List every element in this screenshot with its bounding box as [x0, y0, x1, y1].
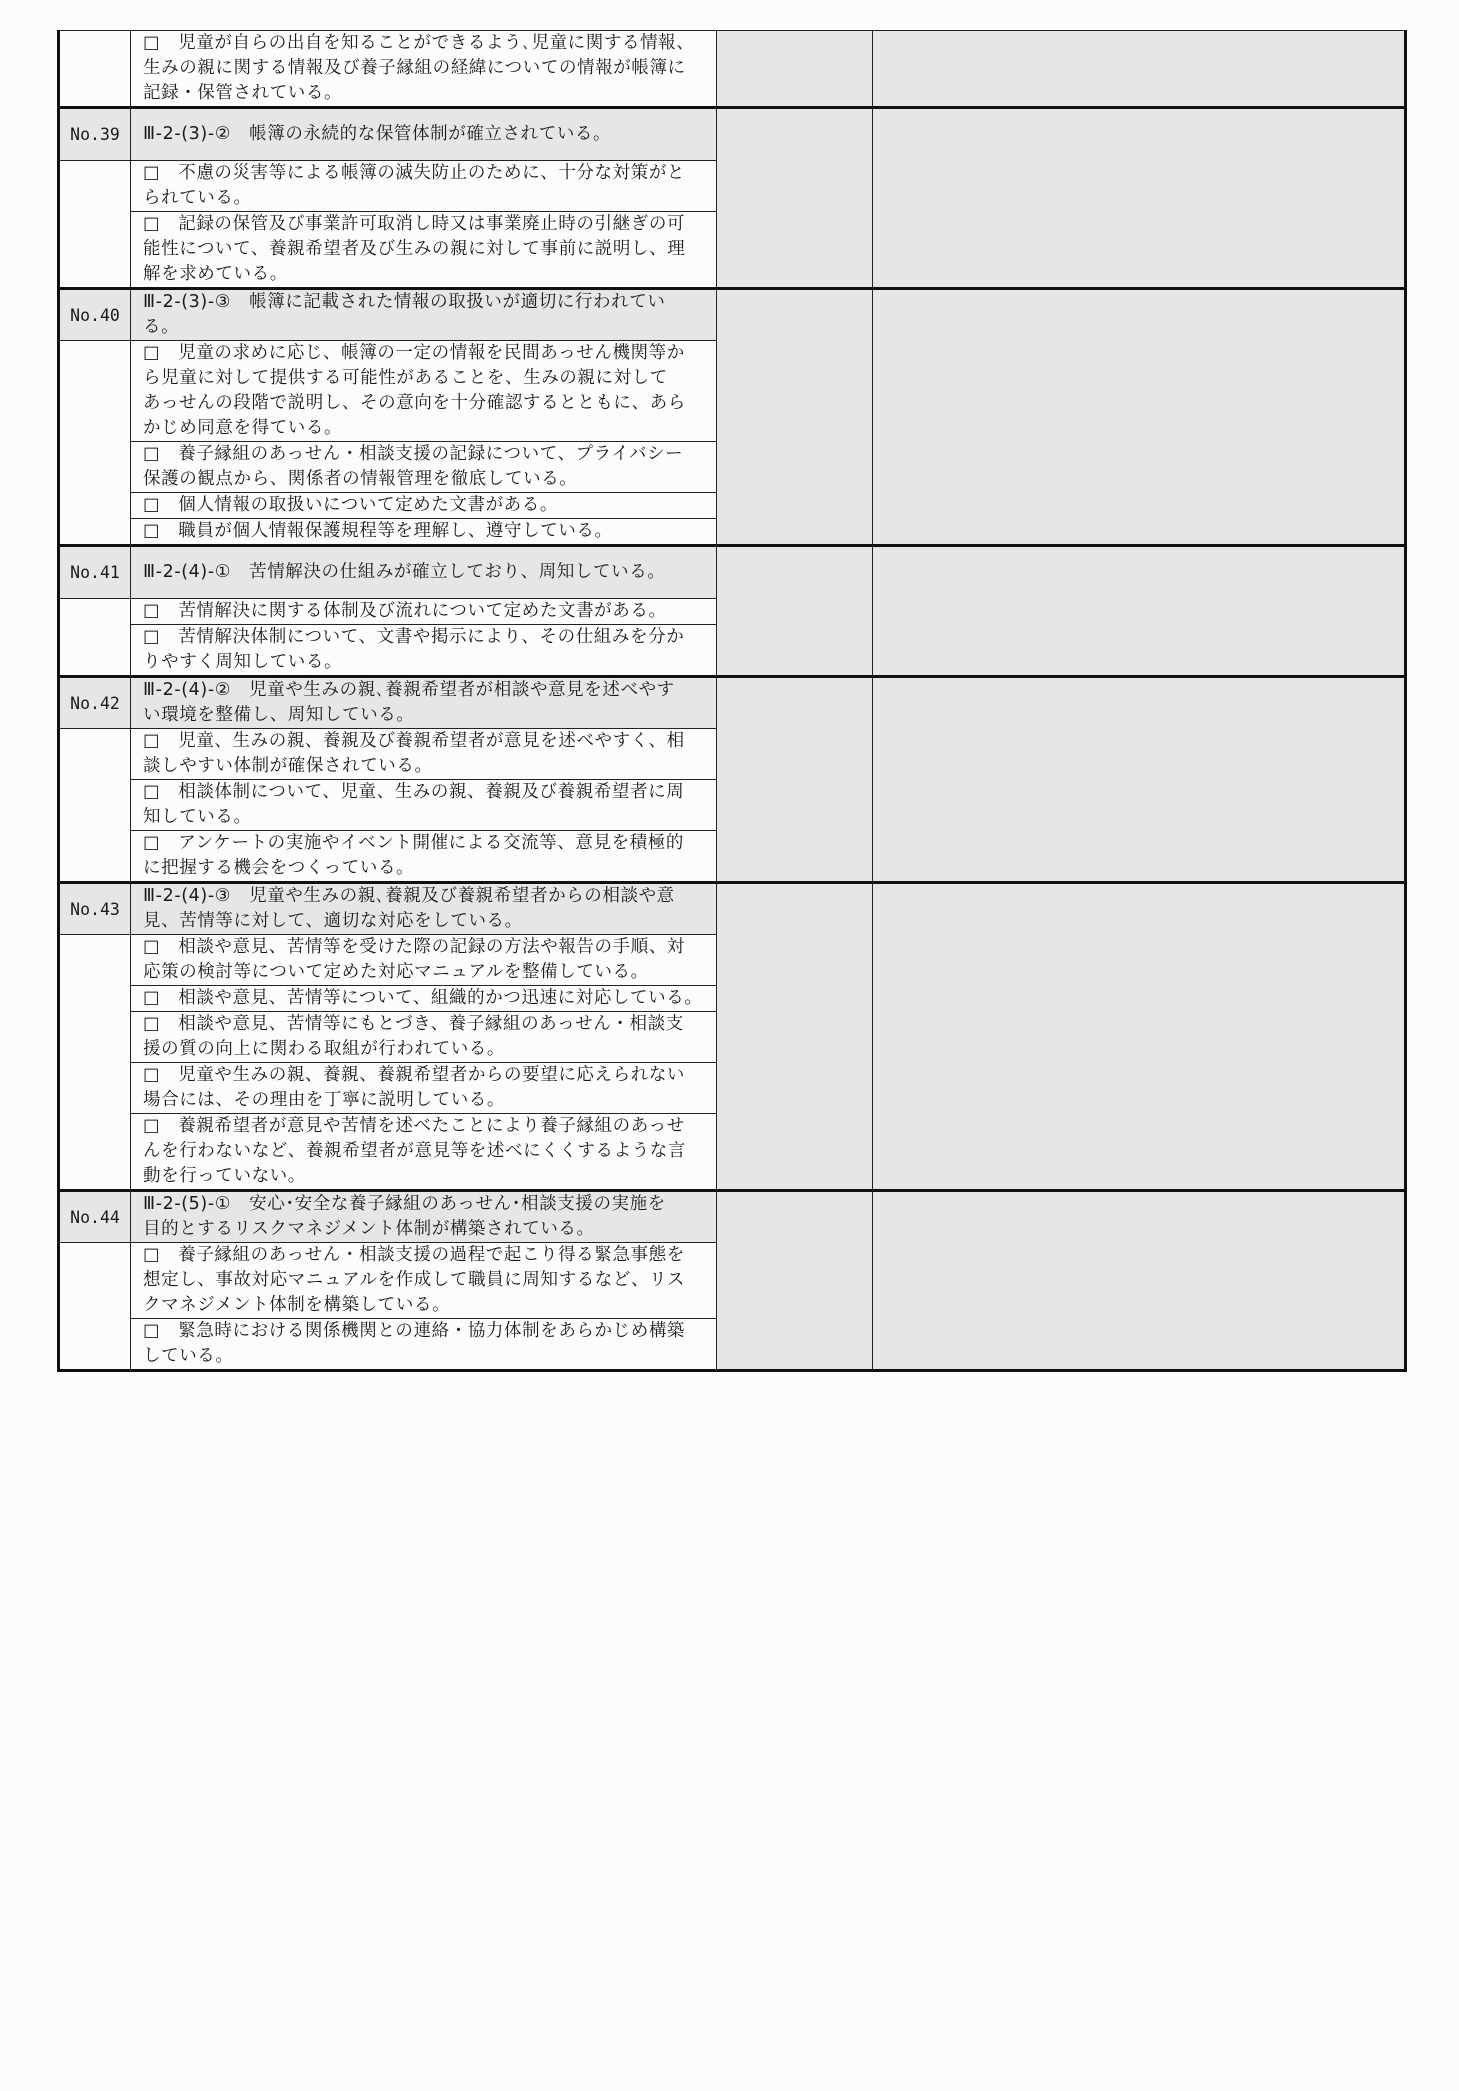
- checklist-item[interactable]: [131, 341, 717, 442]
- number-blank-cell: [59, 1243, 131, 1371]
- text-line: □ 緊急時における関係機関との連絡・協力体制をあらかじめ構築: [143, 1321, 686, 1341]
- checklist-item[interactable]: [131, 1012, 717, 1063]
- number-blank-cell: [59, 341, 131, 546]
- checklist-item[interactable]: [131, 831, 717, 883]
- text-line: ら児童に対して提供する可能性があることを、生みの親に対して: [143, 368, 668, 388]
- text-line: □ 児童や生みの親、養親、養親希望者からの要望に応えられない: [143, 1065, 686, 1085]
- checklist-item[interactable]: [131, 599, 717, 625]
- number-blank-cell: [59, 599, 131, 677]
- text-line: □ 養親希望者が意見や苦情を述べたことにより養子縁組のあっせ: [143, 1116, 685, 1136]
- comment-cell[interactable]: [873, 289, 1406, 546]
- evaluation-checklist-table: [57, 30, 1407, 1372]
- text-line: 応策の検討等について定めた対応マニュアルを整備している。: [143, 962, 649, 982]
- comment-cell[interactable]: [873, 108, 1406, 289]
- checklist-item[interactable]: [131, 625, 717, 677]
- text-line: 目的とするリスクマネジメント体制が構築されている。: [143, 1219, 595, 1239]
- comment-cell[interactable]: [873, 677, 1406, 883]
- section-title: [131, 883, 717, 935]
- text-line: 知している。: [143, 807, 252, 827]
- text-line: □ 児童の求めに応じ、帳簿の一定の情報を民間あっせん機関等か: [143, 343, 685, 363]
- text-line: 生みの親に関する情報及び養子縁組の経緯についての情報が帳簿に: [143, 58, 686, 78]
- comment-cell[interactable]: [873, 546, 1406, 677]
- section-title-row: [59, 289, 1406, 341]
- comment-cell[interactable]: [873, 1191, 1406, 1371]
- text-line: □ 職員が個人情報保護規程等を理解し、遵守している。: [143, 521, 613, 541]
- checklist-body: [59, 31, 1406, 1371]
- text-line: □ 相談や意見、苦情等にもとづき、養子縁組のあっせん・相談支: [143, 1014, 684, 1034]
- text-line: かじめ同意を得ている。: [143, 418, 343, 438]
- item-number: No.41: [59, 546, 131, 599]
- checklist-item[interactable]: [131, 1114, 717, 1191]
- comment-cell[interactable]: [873, 31, 1406, 108]
- text-line: □ 苦情解決体制について、文書や掲示により、その仕組みを分か: [143, 627, 685, 647]
- text-line: 動を行っていない。: [143, 1166, 306, 1186]
- text-line: Ⅲ-2-(4)-③ 児童や生みの親､養親及び養親希望者からの相談や意: [143, 886, 675, 906]
- text-line: Ⅲ-2-(4)-① 苦情解決の仕組みが確立しており、周知している。: [143, 562, 666, 582]
- number-blank-cell: [59, 729, 131, 883]
- checklist-item[interactable]: [131, 1243, 717, 1319]
- text-line: 談しやすい体制が確保されている。: [143, 756, 433, 776]
- text-line: □ 記録の保管及び事業許可取消し時又は事業廃止時の引継ぎの可: [143, 214, 686, 234]
- text-line: 想定し、事故対応マニュアルを作成して職員に周知するなど、リス: [143, 1270, 685, 1290]
- checklist-item[interactable]: [131, 31, 717, 108]
- text-line: □ 相談体制について、児童、生みの親、養親及び養親希望者に周: [143, 782, 685, 802]
- text-line: Ⅲ-2-(3)-② 帳簿の永続的な保管体制が確立されている。: [143, 124, 612, 144]
- item-number: No.39: [59, 108, 131, 161]
- checklist-item[interactable]: [131, 780, 717, 831]
- checklist-item[interactable]: [131, 493, 717, 519]
- number-blank-cell: [59, 935, 131, 1191]
- comment-cell[interactable]: [873, 883, 1406, 1191]
- checklist-item[interactable]: [131, 935, 717, 986]
- text-line: □ 不慮の災害等による帳簿の滅失防止のために、十分な対策がと: [143, 163, 686, 183]
- section-title-row: [59, 883, 1406, 935]
- checklist-item[interactable]: [131, 986, 717, 1012]
- item-number: No.42: [59, 677, 131, 729]
- text-line: Ⅲ-2-(4)-② 児童や生みの親､養親希望者が相談や意見を述べやす: [143, 680, 675, 700]
- section-title: [131, 677, 717, 729]
- evaluation-cell[interactable]: [717, 108, 873, 289]
- text-line: □ 相談や意見、苦情等について、組織的かつ迅速に対応している。: [143, 988, 703, 1008]
- text-line: る。: [143, 317, 180, 337]
- text-line: 見、苦情等に対して、適切な対応をしている。: [143, 911, 523, 931]
- text-line: クマネジメント体制を構築している。: [143, 1295, 451, 1315]
- checklist-item[interactable]: [131, 729, 717, 780]
- section-title: [131, 1191, 717, 1243]
- text-line: 保護の観点から、関係者の情報管理を徹底している。: [143, 469, 578, 489]
- text-line: □ 養子縁組のあっせん・相談支援の過程で起こり得る緊急事態を: [143, 1245, 685, 1265]
- item-number: No.43: [59, 883, 131, 935]
- number-blank-cell: [59, 161, 131, 289]
- text-line: □ アンケートの実施やイベント開催による交流等、意見を積極的: [143, 833, 684, 853]
- checklist-item[interactable]: [131, 161, 717, 212]
- text-line: 解を求めている。: [143, 264, 288, 284]
- text-line: あっせんの段階で説明し、その意向を十分確認するとともに、あら: [143, 393, 686, 413]
- text-line: んを行わないなど、養親希望者が意見等を述べにくくするような言: [143, 1141, 686, 1161]
- checklist-item-row: [59, 31, 1406, 108]
- text-line: 能性について、養親希望者及び生みの親に対して事前に説明し、理: [143, 239, 686, 259]
- section-title-row: [59, 108, 1406, 161]
- text-line: □ 苦情解決に関する体制及び流れについて定めた文書がある。: [143, 601, 667, 621]
- text-line: りやすく周知している。: [143, 652, 343, 672]
- checklist-item[interactable]: [131, 519, 717, 546]
- section-title: [131, 546, 717, 599]
- section-title-row: [59, 677, 1406, 729]
- text-line: □ 児童、生みの親、養親及び養親希望者が意見を述べやすく、相: [143, 731, 685, 751]
- section-title-row: [59, 546, 1406, 599]
- checklist-item[interactable]: [131, 212, 717, 289]
- section-title-row: [59, 1191, 1406, 1243]
- evaluation-cell[interactable]: [717, 883, 873, 1191]
- text-line: に把握する機会をつくっている。: [143, 858, 415, 878]
- text-line: 援の質の向上に関わる取組が行われている。: [143, 1039, 505, 1059]
- evaluation-cell[interactable]: [717, 31, 873, 108]
- text-line: Ⅲ-2-(3)-③ 帳簿に記載された情報の取扱いが適切に行われてい: [143, 292, 666, 312]
- text-line: □ 個人情報の取扱いについて定めた文書がある。: [143, 495, 558, 515]
- checklist-item[interactable]: [131, 442, 717, 493]
- text-line: □ 養子縁組のあっせん・相談支援の記録について、プライバシー: [143, 444, 684, 464]
- section-title: [131, 108, 717, 161]
- checklist-item[interactable]: [131, 1063, 717, 1114]
- number-blank-cell: [59, 31, 131, 108]
- evaluation-cell[interactable]: [717, 677, 873, 883]
- section-title: [131, 289, 717, 341]
- text-line: られている。: [143, 188, 252, 208]
- evaluation-cell[interactable]: [717, 289, 873, 546]
- checklist-item[interactable]: [131, 1319, 717, 1371]
- evaluation-cell[interactable]: [717, 546, 873, 677]
- text-line: 場合には、その理由を丁寧に説明している。: [143, 1090, 505, 1110]
- text-line: している。: [143, 1346, 234, 1366]
- item-number: No.44: [59, 1191, 131, 1243]
- item-number: No.40: [59, 289, 131, 341]
- text-line: 記録・保管されている。: [143, 83, 343, 103]
- text-line: Ⅲ-2-(5)-① 安心･安全な養子縁組のあっせん･相談支援の実施を: [143, 1194, 666, 1214]
- text-line: □ 児童が自らの出自を知ることができるよう､児童に関する情報、: [143, 33, 695, 53]
- evaluation-cell[interactable]: [717, 1191, 873, 1371]
- text-line: □ 相談や意見、苦情等を受けた際の記録の方法や報告の手順、対: [143, 937, 686, 957]
- text-line: い環境を整備し、周知している。: [143, 705, 415, 725]
